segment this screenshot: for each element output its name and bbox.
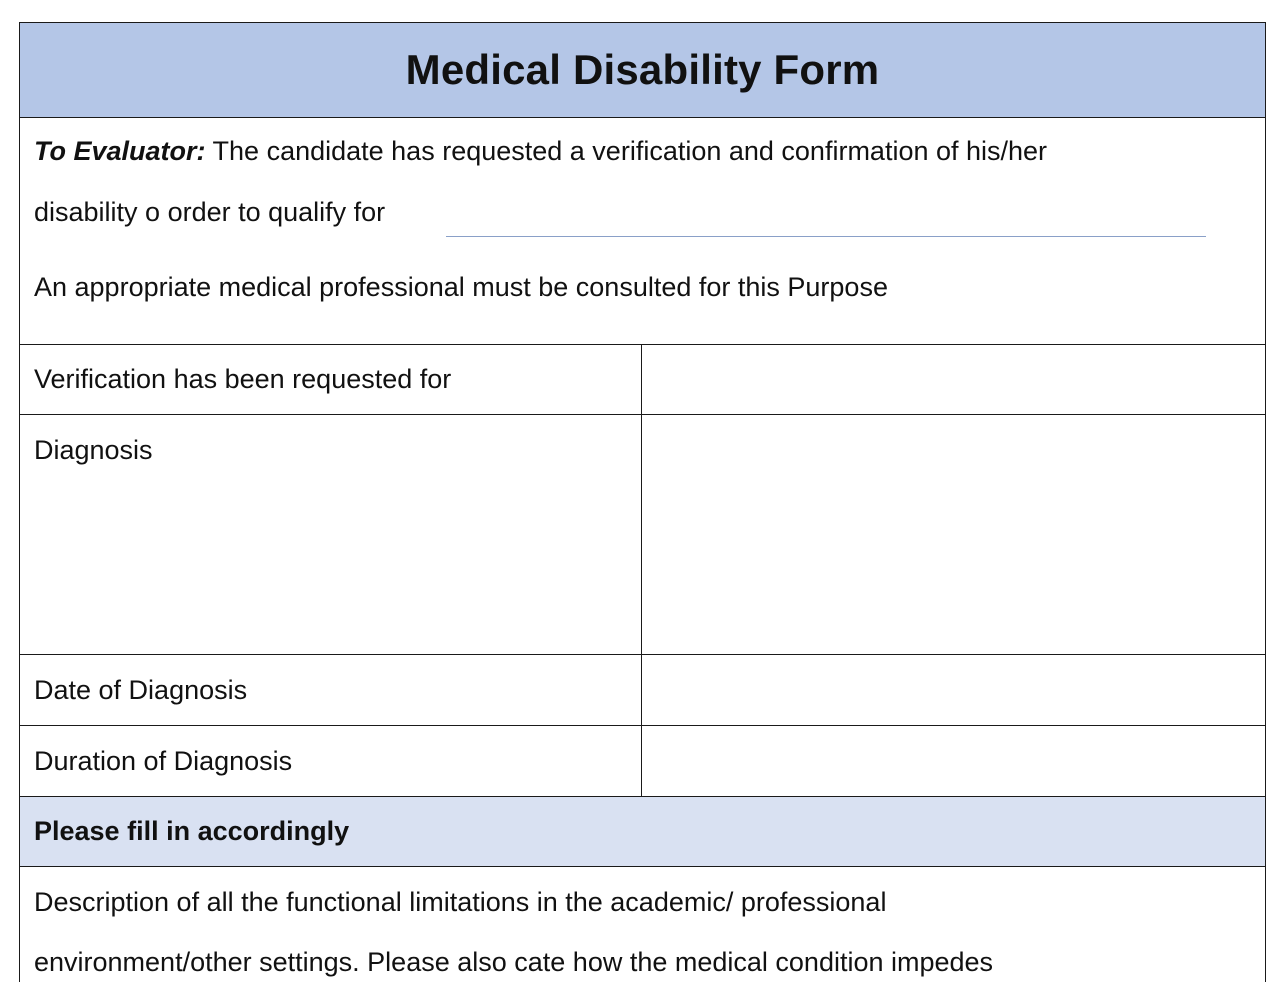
form-title: Medical Disability Form xyxy=(405,46,880,93)
row-date-of-diagnosis xyxy=(20,655,1265,726)
intro-lead: To Evaluator: xyxy=(34,136,206,166)
intro-line-1-text: The candidate has requested a verification and confirmation of his/her xyxy=(205,136,1048,166)
date-of-diagnosis-label: Date of Diagnosis xyxy=(34,675,248,705)
intro-line-1 xyxy=(34,136,1047,167)
evaluator-intro xyxy=(20,118,1265,345)
description-line-2: environment/other settings. Please also cate how the medical condition impedes xyxy=(34,947,994,977)
form-title-bar xyxy=(20,23,1265,118)
column-divider xyxy=(641,415,642,654)
section-header xyxy=(20,797,1265,867)
duration-of-diagnosis-label: Duration of Diagnosis xyxy=(34,746,293,776)
column-divider xyxy=(641,344,642,414)
row-duration-of-diagnosis xyxy=(20,726,1265,797)
duration-of-diagnosis-field[interactable] xyxy=(643,726,1265,796)
date-of-diagnosis-field[interactable] xyxy=(643,655,1265,725)
column-divider xyxy=(641,726,642,796)
functional-limitations-description xyxy=(20,867,1265,997)
verification-field[interactable] xyxy=(643,344,1265,414)
diagnosis-label: Diagnosis xyxy=(34,435,153,465)
intro-line-2: disability o order to qualify for xyxy=(34,197,386,227)
description-line-1: Description of all the functional limitations in the academic/ professional xyxy=(34,887,887,917)
column-divider xyxy=(641,655,642,725)
section-header-label: Please fill in accordingly xyxy=(34,816,350,846)
medical-disability-form xyxy=(19,22,1266,982)
diagnosis-field[interactable] xyxy=(643,415,1265,654)
verification-label: Verification has been requested for xyxy=(34,364,452,394)
row-diagnosis xyxy=(20,415,1265,655)
row-verification xyxy=(20,344,1265,415)
qualify-for-field[interactable] xyxy=(446,236,1206,237)
intro-line-3: An appropriate medical professional must be consulted for this Purpose xyxy=(34,272,888,302)
